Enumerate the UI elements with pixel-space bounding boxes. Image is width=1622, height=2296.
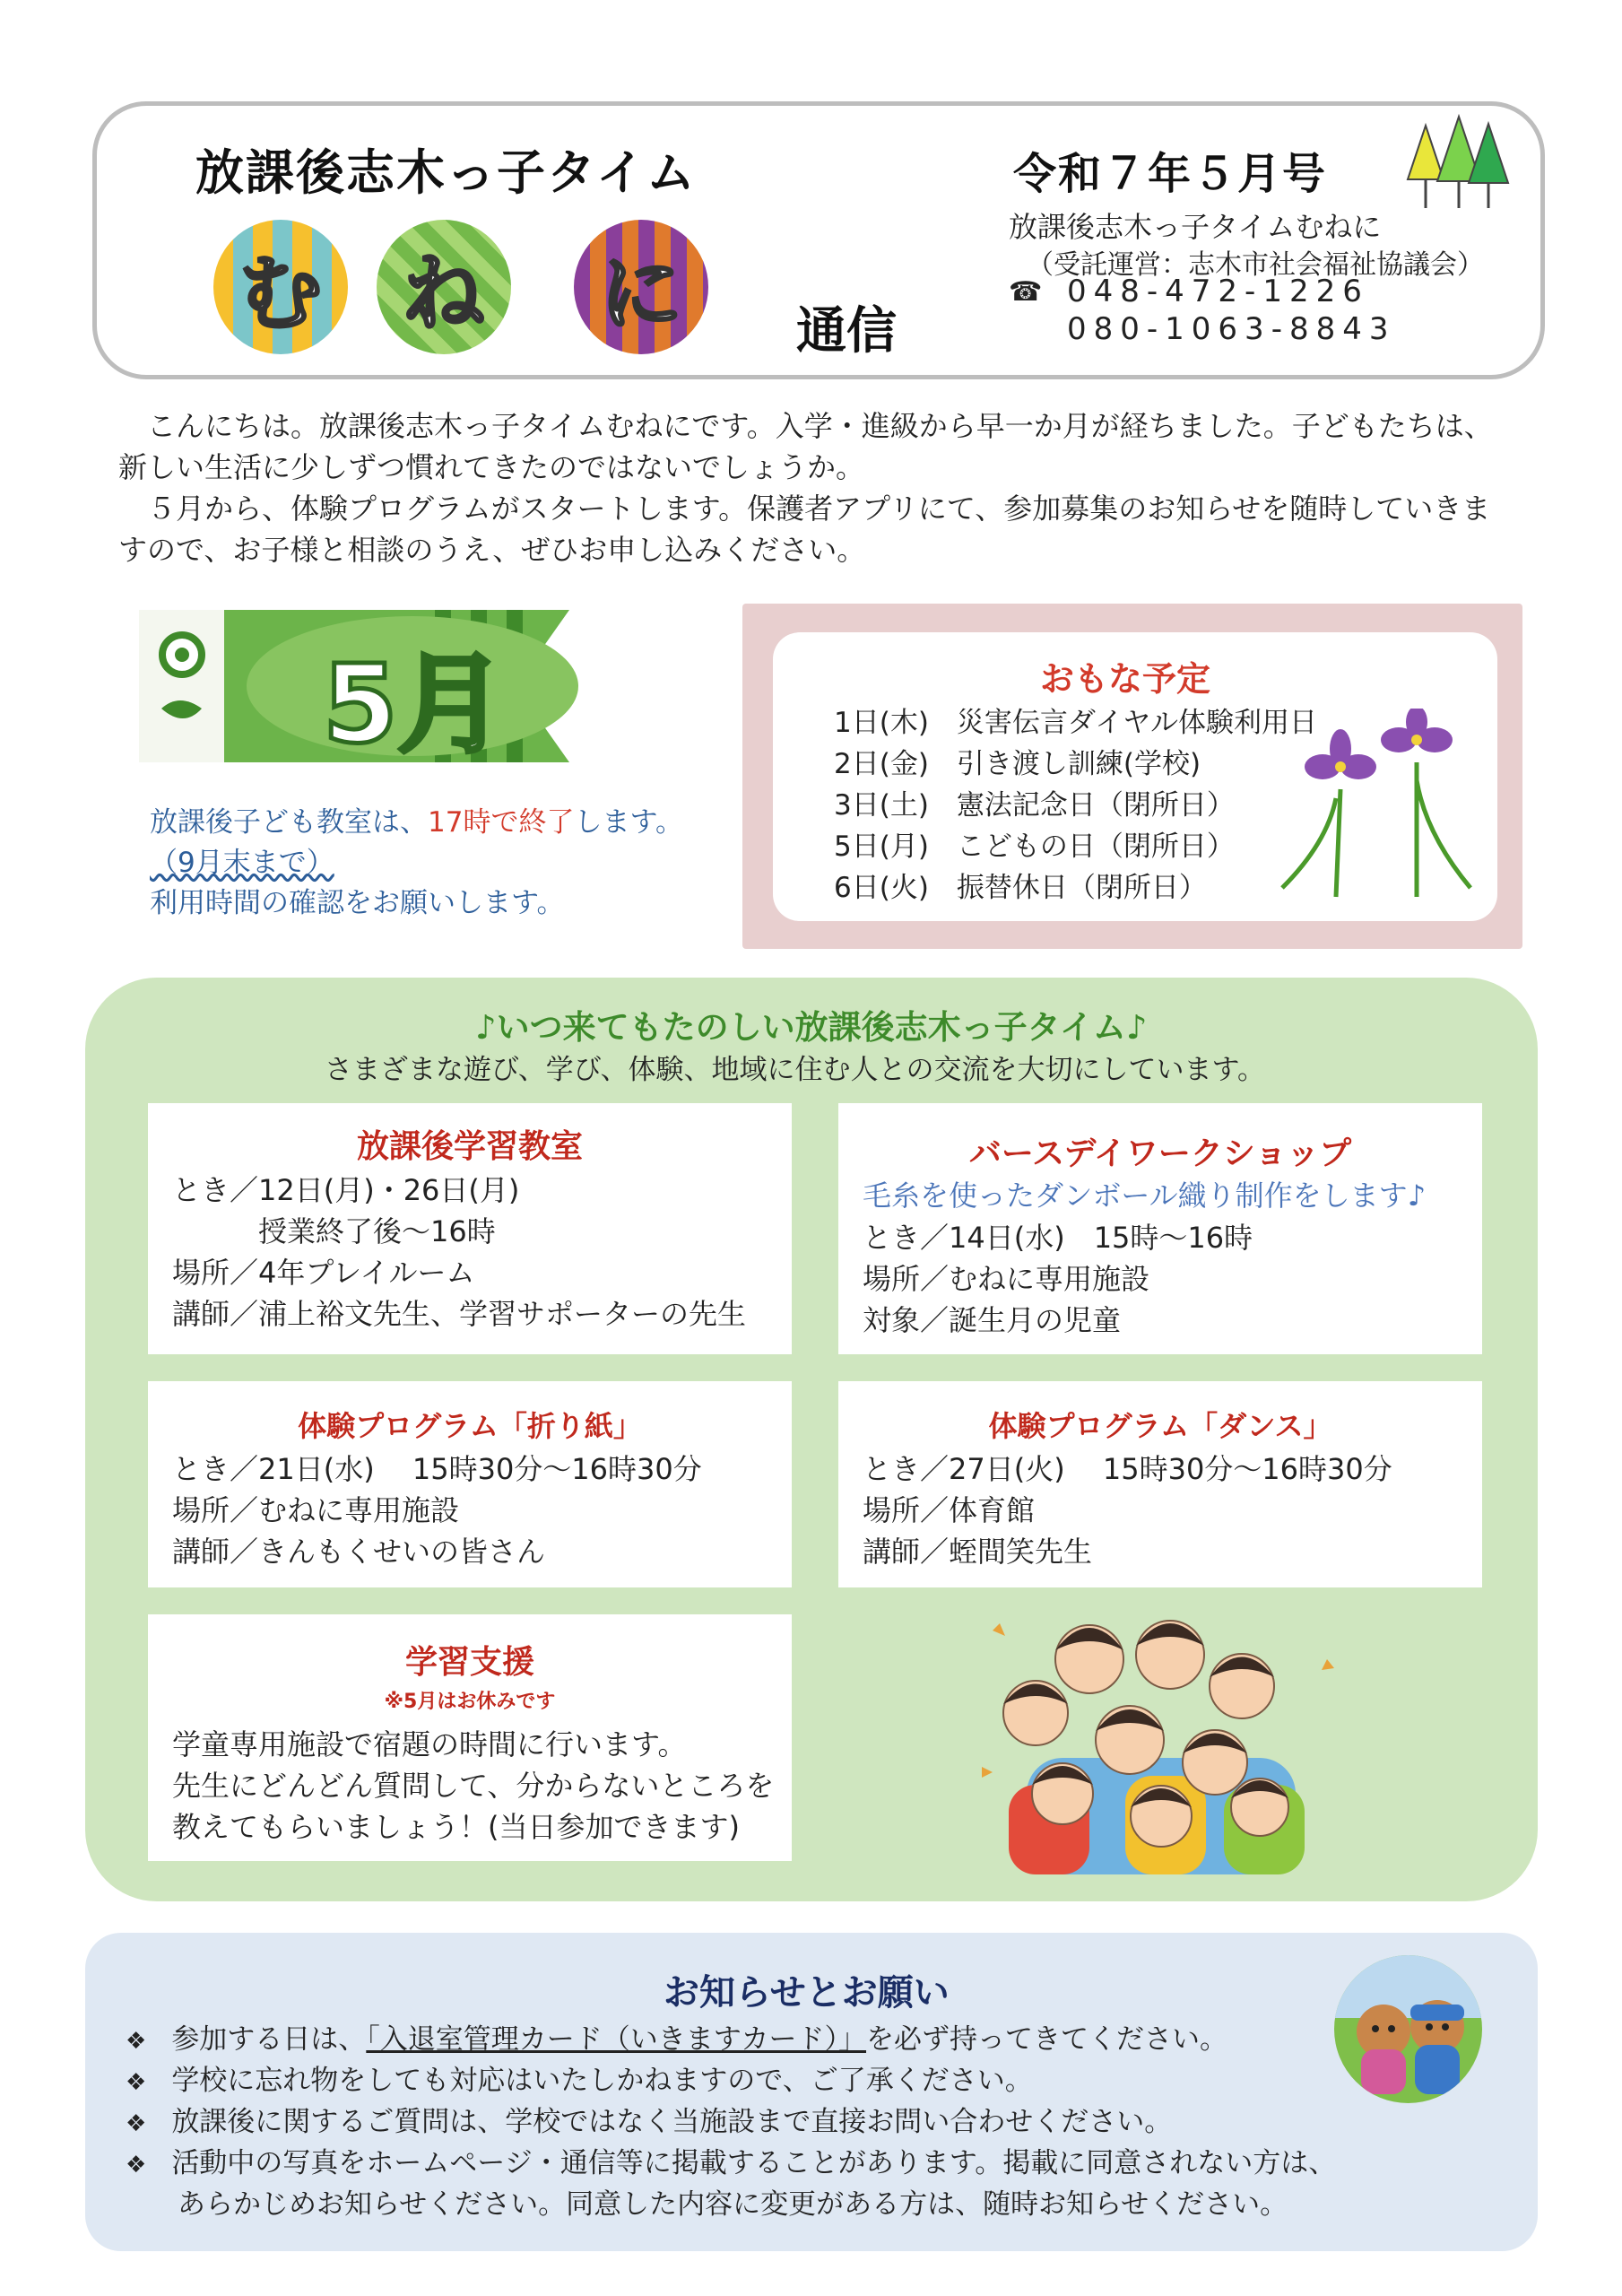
issue-date: 令和７年５月号	[1013, 149, 1328, 199]
brand-title: 放課後志木っ子タイム	[195, 144, 697, 201]
logo-char-mu: む	[239, 246, 322, 342]
notice-item-1-b: を必ず持ってきてください。	[866, 2023, 1228, 2056]
notice-item-2: 学校に忘れ物をしても対応はいたしかねますので、ご了承ください。	[171, 2065, 1033, 2097]
children-group-illustration	[973, 1605, 1349, 1874]
may-note-text-b: します。	[574, 806, 683, 839]
card-support-line: 学童専用施設で宿題の時間に行います。	[172, 1727, 687, 1761]
schedule-row: 1日(木) 災害伝言ダイヤル体験利用日	[834, 707, 1317, 739]
schedule-title: おもな予定	[1040, 659, 1211, 699]
notice-item	[126, 2016, 1227, 2057]
card-dance-line: とき／27日(火) 15時30分～16時30分	[863, 1452, 1392, 1486]
schedule-row: 5日(月) こどもの日（閉所日）	[834, 831, 1235, 863]
notice-title: お知らせとお願い	[664, 1972, 950, 2013]
may-note-line-2: （9月末まで）	[150, 847, 334, 879]
card-origami-line: 講師／きんもくせいの皆さん	[172, 1535, 546, 1569]
schedule-row: 3日(土) 憲法記念日（閉所日）	[834, 789, 1235, 822]
notice-item	[126, 2057, 1033, 2098]
may-note-line-3: 利用時間の確認をお願いします。	[150, 887, 565, 919]
schedule-row: 6日(火) 振替休日（閉所日）	[834, 872, 1207, 904]
card-study-line: 講師／浦上裕文先生、学習サポーターの先生	[172, 1297, 747, 1331]
logo-circle-ni	[574, 220, 708, 354]
card-dance-title: 体験プログラム「ダンス」	[988, 1409, 1332, 1443]
card-study-title: 放課後学習教室	[356, 1128, 583, 1165]
card-origami-line: 場所／むねに専用施設	[172, 1493, 460, 1527]
trees-icon	[1403, 108, 1511, 215]
newsletter-label: 通信	[796, 302, 897, 361]
may-note-highlight: 17時で終了	[428, 806, 575, 839]
card-dance-line: 場所／体育館	[863, 1493, 1036, 1527]
card-support-title: 学習支援	[404, 1644, 534, 1681]
phone-number-1: 048-472-1226	[1067, 274, 1369, 309]
activities-title: ♪いつ来てもたのしい放課後志木っ子タイム♪	[475, 1008, 1148, 1047]
bullet-icon: ❖	[126, 2110, 147, 2137]
card-origami-title: 体験プログラム「折り紙」	[298, 1409, 642, 1443]
may-note-line-1	[150, 803, 683, 843]
card-study-line: とき／12日(月)・26日(月)	[172, 1173, 520, 1207]
org-name: 放課後志木っ子タイムむねに	[1009, 210, 1382, 244]
activities-subtitle: さまざまな遊び、学び、体験、地域に住む人との交流を大切にしています。	[325, 1054, 1266, 1086]
logo-circle-ne	[377, 220, 511, 354]
card-birthday-line: 対象／誕生月の児童	[863, 1303, 1122, 1337]
mascot-photo	[1334, 1955, 1482, 2103]
notice-item-3: 放課後に関するご質問は、学校ではなく当施設まで直接お問い合わせください。	[171, 2106, 1173, 2138]
card-support-line: 先生にどんどん質問して、分からないところを	[172, 1769, 775, 1803]
logo-char-ni: に	[599, 246, 682, 342]
card-birthday-line: 場所／むねに専用施設	[863, 1262, 1150, 1296]
card-birthday-title: バースデイワークショップ	[968, 1135, 1352, 1172]
iris-flower-icon	[1273, 709, 1479, 901]
phone-icon: ☎	[1009, 276, 1043, 308]
notice-item	[126, 2140, 1336, 2180]
org-operator: （受託運営：志木市社会福祉協議会）	[1027, 249, 1484, 281]
may-banner-text: 5月	[323, 643, 506, 768]
card-birthday-line: とき／14日(水) 15時～16時	[863, 1221, 1253, 1255]
card-support-note: ※5月はお休みです	[384, 1691, 556, 1713]
schedule-row: 2日(金) 引き渡し訓練(学校)	[834, 748, 1201, 780]
card-dance-line: 講師／蛭間笑先生	[863, 1535, 1093, 1569]
may-note	[150, 803, 683, 924]
logo-char-ne: ね	[402, 246, 485, 342]
phone-number-2: 080-1063-8843	[1067, 311, 1396, 347]
card-study-line: 授業終了後～16時	[172, 1214, 496, 1248]
notice-item-4-cont: あらかじめお知らせください。同意した内容に変更がある方は、随時お知らせください。	[178, 2188, 1288, 2221]
card-support-line: 教えてもらいましょう！(当日参加できます)	[172, 1810, 740, 1844]
logo-circle-mu	[213, 220, 348, 354]
card-origami-line: とき／21日(水) 15時30分～16時30分	[172, 1452, 702, 1486]
intro-paragraph-2: ５月から、体験プログラムがスタートします。保護者アプリにて、参加募集のお知らせを随時していきますので、お子様と相談のうえ、ぜひお申し込みください。	[118, 491, 1491, 567]
notice-item	[126, 2099, 1172, 2139]
notice-item-1-card: 「入退室管理カード（いきますカード）」	[366, 2023, 867, 2056]
bullet-icon: ❖	[126, 2152, 147, 2179]
intro-paragraph-1: こんにちは。放課後志木っ子タイムむねにです。入学・進級から早一か月が経ちました。子どもたちは、新しい生活に少しずつ慣れてきたのではないでしょうか。	[118, 409, 1493, 484]
notice-item-4: 活動中の写真をホームページ・通信等に掲載することがあります。掲載に同意されない方は、	[171, 2147, 1337, 2179]
card-study-line: 場所／4年プレイルーム	[172, 1256, 475, 1290]
card-birthday-desc: 毛糸を使ったダンボール織り制作をします♪	[863, 1178, 1427, 1213]
bullet-icon: ❖	[126, 2069, 147, 2096]
bullet-icon: ❖	[126, 2028, 147, 2055]
notice-item-1-a: 参加する日は、	[171, 2023, 367, 2056]
may-note-text-a: 放課後子ども教室は、	[150, 806, 428, 839]
